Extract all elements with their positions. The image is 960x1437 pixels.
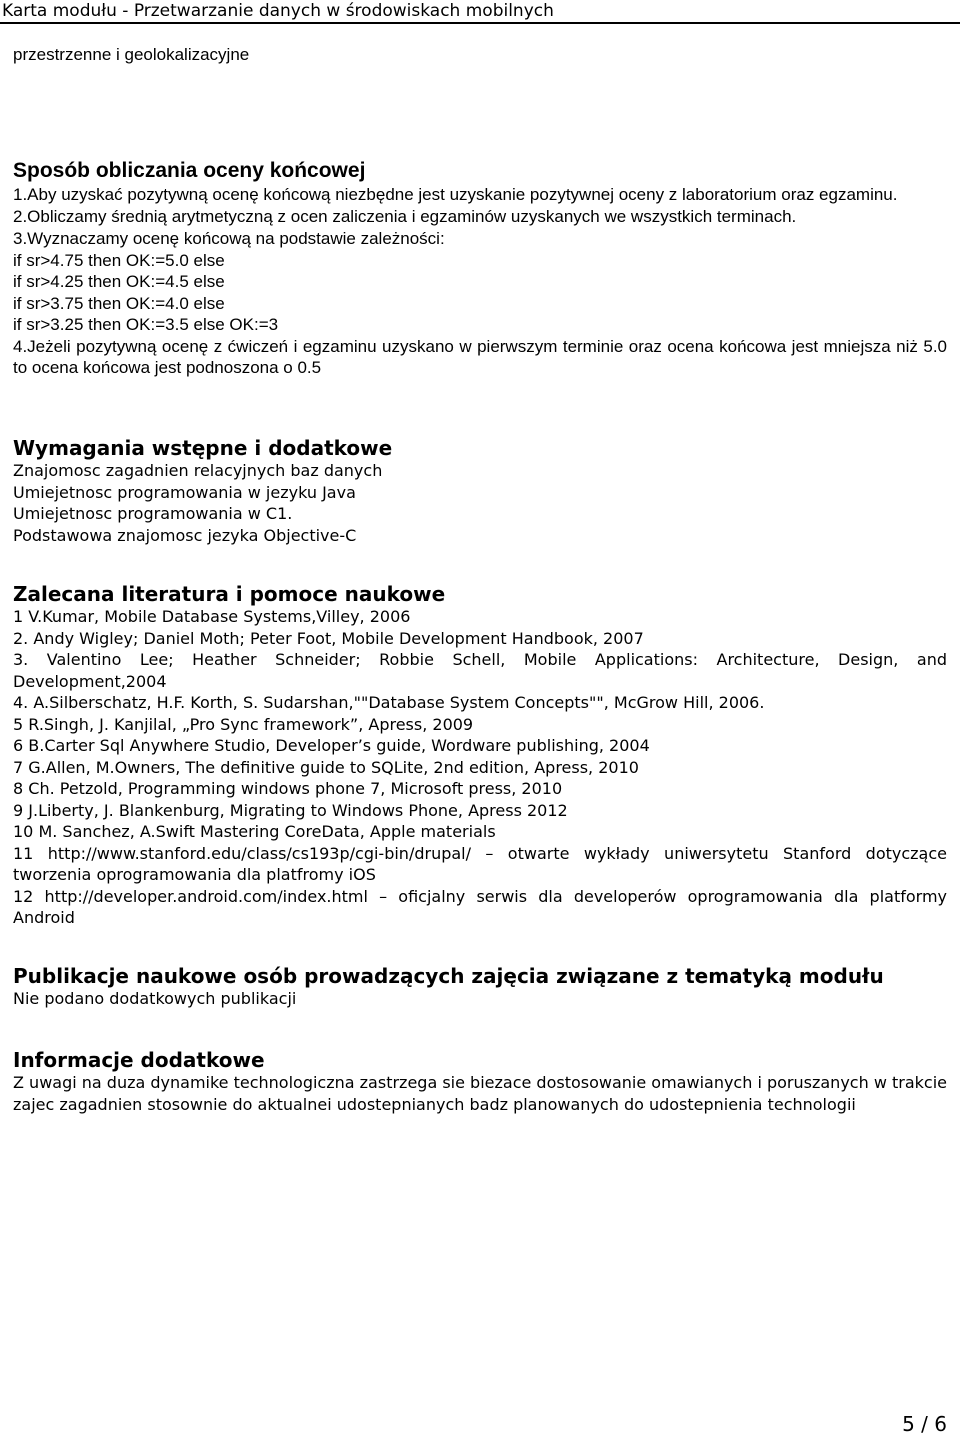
grading-rule: if sr>3.25 then OK:=3.5 else OK:=3: [13, 315, 279, 334]
literature-item: 7 G.Allen, M.Owners, The definitive guide to SQLite, 2nd edition, Apress, 2010: [13, 757, 639, 777]
grading-rule: if sr>4.25 then OK:=4.5 else: [13, 272, 225, 291]
literature-item: 8 Ch. Petzold, Programming windows phone 7, Microsoft press, 2010: [13, 779, 563, 798]
page-number: 5 / 6: [902, 1412, 947, 1436]
literature-item: 1 V.Kumar, Mobile Database Systems,Villey, 2006: [13, 607, 411, 626]
literature-item: 11 http://www.stanford.edu/class/cs193p/cgi-bin/drupal/ – otwarte wykłady uniwersytetu Stanford dotyczące tworzenia oprogramowania dla platfromy iOS: [13, 843, 947, 884]
literature-item: 6 B.Carter Sql Anywhere Studio, Developer’s guide, Wordware publishing, 2004: [13, 736, 650, 755]
literature-item: 9 J.Liberty, J. Blankenburg, Migrating to Windows Phone, Apress 2012: [13, 800, 568, 820]
grading-section: [13, 158, 947, 379]
literature-item: 2. Andy Wigley; Daniel Moth; Peter Foot, Mobile Development Handbook, 2007: [13, 628, 644, 648]
publications-heading: Publikacje naukowe osób prowadzących zajęcia związane z tematyką modułu: [13, 964, 884, 988]
requirements-heading: Wymagania wstępne i dodatkowe: [13, 436, 393, 460]
additional-section: [13, 1048, 947, 1115]
grading-line-4: 4.Jeżeli pozytywną ocenę z ćwiczeń i egzaminu uzyskano w pierwszym terminie oraz ocena końcowa jest mniejsza niż 5.0 to ocena końcowa jest podnoszona o 0.5: [13, 336, 947, 377]
intro-text: przestrzenne i geolokalizacyjne: [13, 45, 250, 64]
literature-item: 10 M. Sanchez, A.Swift Mastering CoreData, Apple materials: [13, 822, 496, 841]
additional-text: Z uwagi na duza dynamike technologiczna zastrzega sie biezace dostosowanie omawianych i poruszanych w trakcie zajec zagadnien stosownie do aktualnei udostepnianych badz planowanych do udostepnienia technologii: [13, 1073, 947, 1114]
grading-line-1: 1.Aby uzyskać pozytywną ocenę końcową niezbędne jest uzyskanie pozytywnej oceny z laboratorium oraz egzaminu.: [13, 185, 898, 204]
document-title: Karta modułu - Przetwarzanie danych w środowiskach mobilnych: [2, 1, 554, 21]
grading-rule: if sr>3.75 then OK:=4.0 else: [13, 293, 225, 313]
literature-item: 12 http://developer.android.com/index.html – oficjalny serwis dla developerów oprogramowania dla platformy Android: [13, 886, 947, 927]
publications-text: Nie podano dodatkowych publikacji: [13, 989, 297, 1008]
requirement-item: Umiejetnosc programowania w C1.: [13, 504, 293, 523]
publications-section: [13, 964, 947, 1010]
additional-heading: Informacje dodatkowe: [13, 1048, 265, 1072]
literature-heading: Zalecana literatura i pomoce naukowe: [13, 582, 446, 606]
literature-item: 4. A.Silberschatz, H.F. Korth, S. Sudarshan,""Database System Concepts"", McGrow Hill, 2006.: [13, 693, 765, 712]
requirement-item: Podstawowa znajomosc jezyka Objective-C: [13, 525, 357, 545]
requirement-item: Umiejetnosc programowania w jezyku Java: [13, 482, 356, 502]
grading-line-3: 3.Wyznaczamy ocenę końcową na podstawie zależności:: [13, 229, 445, 248]
literature-item: 3. Valentino Lee; Heather Schneider; Robbie Schell, Mobile Applications: Architecture, Design, and Development,2004: [13, 650, 947, 691]
grading-line-2: 2.Obliczamy średnią arytmetyczną z ocen zaliczenia i egzaminów uzyskanych we wszystkich terminach.: [13, 207, 797, 226]
requirement-item: Znajomosc zagadnien relacyjnych baz danych: [13, 461, 383, 480]
literature-section: [13, 582, 947, 929]
page-header: [0, 0, 960, 24]
requirements-section: [13, 436, 947, 546]
literature-item: 5 R.Singh, J. Kanjilal, „Pro Sync framework”, Apress, 2009: [13, 714, 474, 734]
grading-heading: Sposób obliczania oceny końcowej: [13, 159, 366, 182]
intro-section: [13, 44, 947, 66]
grading-rule: if sr>4.75 then OK:=5.0 else: [13, 250, 225, 270]
